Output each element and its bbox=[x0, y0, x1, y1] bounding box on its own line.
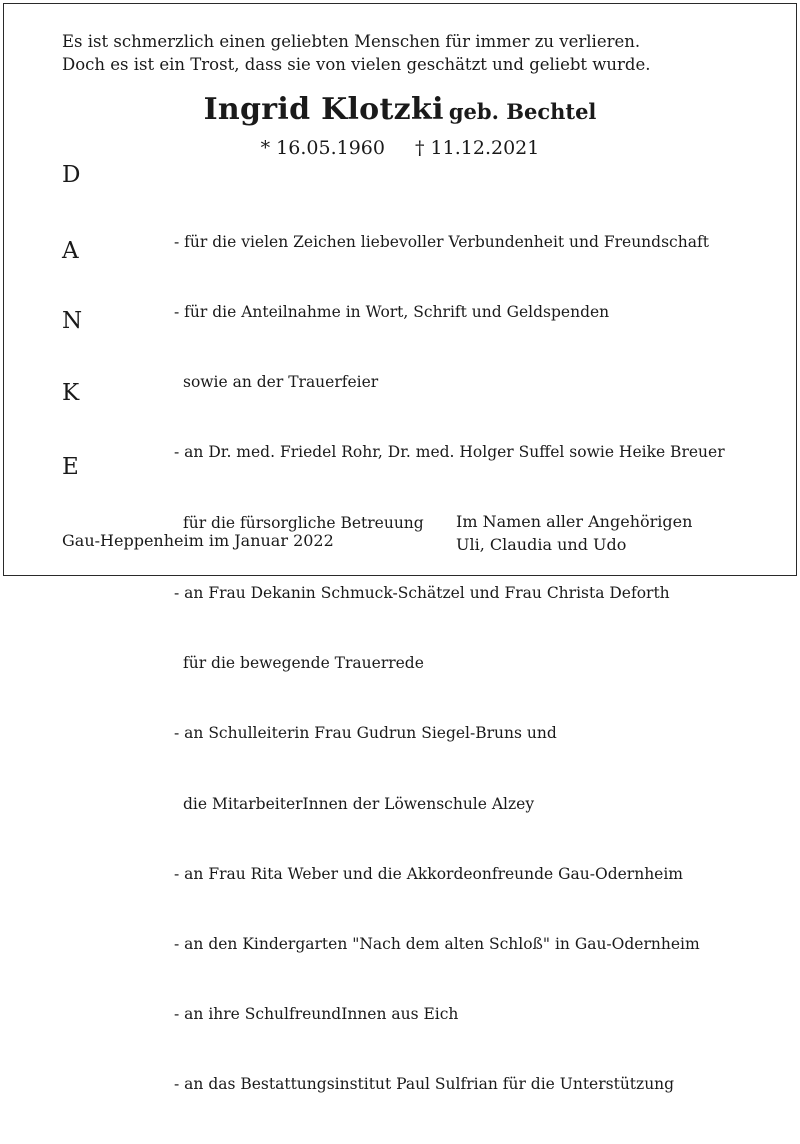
deceased-name: Ingrid Klotzki bbox=[203, 92, 444, 127]
thanks-line: - an ihre SchulfreundInnen aus Eich bbox=[174, 1005, 459, 1024]
danke-letter: E bbox=[62, 454, 79, 480]
thanks-line: - an Schulleiterin Frau Gudrun Siegel-Bruns und bbox=[174, 724, 557, 743]
signature-names: Uli, Claudia und Udo bbox=[456, 535, 627, 554]
place-date: Gau-Heppenheim im Januar 2022 bbox=[62, 531, 334, 550]
danke-letter: N bbox=[62, 308, 83, 334]
death-date: † 11.12.2021 bbox=[415, 137, 540, 159]
danke-letter: K bbox=[62, 380, 80, 406]
signature-line: Im Namen aller Angehörigen bbox=[456, 512, 693, 531]
signature-block bbox=[456, 510, 692, 556]
intro-line: Es ist schmerzlich einen geliebten Menschen für immer zu verlieren. bbox=[62, 32, 641, 51]
thanks-line: die MitarbeiterInnen der Löwenschule Alzey bbox=[183, 794, 535, 813]
obituary-card bbox=[3, 3, 797, 1094]
birth-date: * 16.05.1960 bbox=[260, 137, 385, 159]
life-dates bbox=[4, 137, 796, 159]
thanks-line: für die fürsorgliche Betreuung bbox=[183, 513, 424, 532]
thanks-line: für die bewegende Trauerrede bbox=[183, 654, 424, 673]
thanks-list bbox=[174, 184, 725, 1144]
maiden-name: geb. Bechtel bbox=[448, 99, 597, 124]
danke-letter: A bbox=[62, 238, 79, 264]
thanks-line: - an Frau Dekanin Schmuck-Schätzel und Frau Christa Deforth bbox=[174, 583, 670, 602]
thanks-line: - für die vielen Zeichen liebevoller Verbundenheit und Freundschaft bbox=[174, 232, 709, 251]
thanks-line: sowie an der Trauerfeier bbox=[183, 373, 379, 392]
danke-letter: D bbox=[62, 162, 81, 188]
intro-text bbox=[62, 30, 651, 76]
thanks-line: - an den Kindergarten "Nach dem alten Schloß" in Gau-Odernheim bbox=[174, 935, 700, 953]
deceased-name-heading bbox=[4, 92, 796, 127]
thanks-line: - an das Bestattungsinstitut Paul Sulfrian für die Unterstützung bbox=[174, 1075, 675, 1094]
thanks-line: - an Frau Rita Weber und die Akkordeonfreunde Gau-Odernheim bbox=[174, 864, 684, 883]
intro-line: Doch es ist ein Trost, dass sie von vielen geschätzt und geliebt wurde. bbox=[62, 55, 651, 74]
thanks-line: - für die Anteilnahme in Wort, Schrift und Geldspenden bbox=[174, 303, 610, 322]
thanks-line: - an Dr. med. Friedel Rohr, Dr. med. Holger Suffel sowie Heike Breuer bbox=[174, 443, 725, 462]
